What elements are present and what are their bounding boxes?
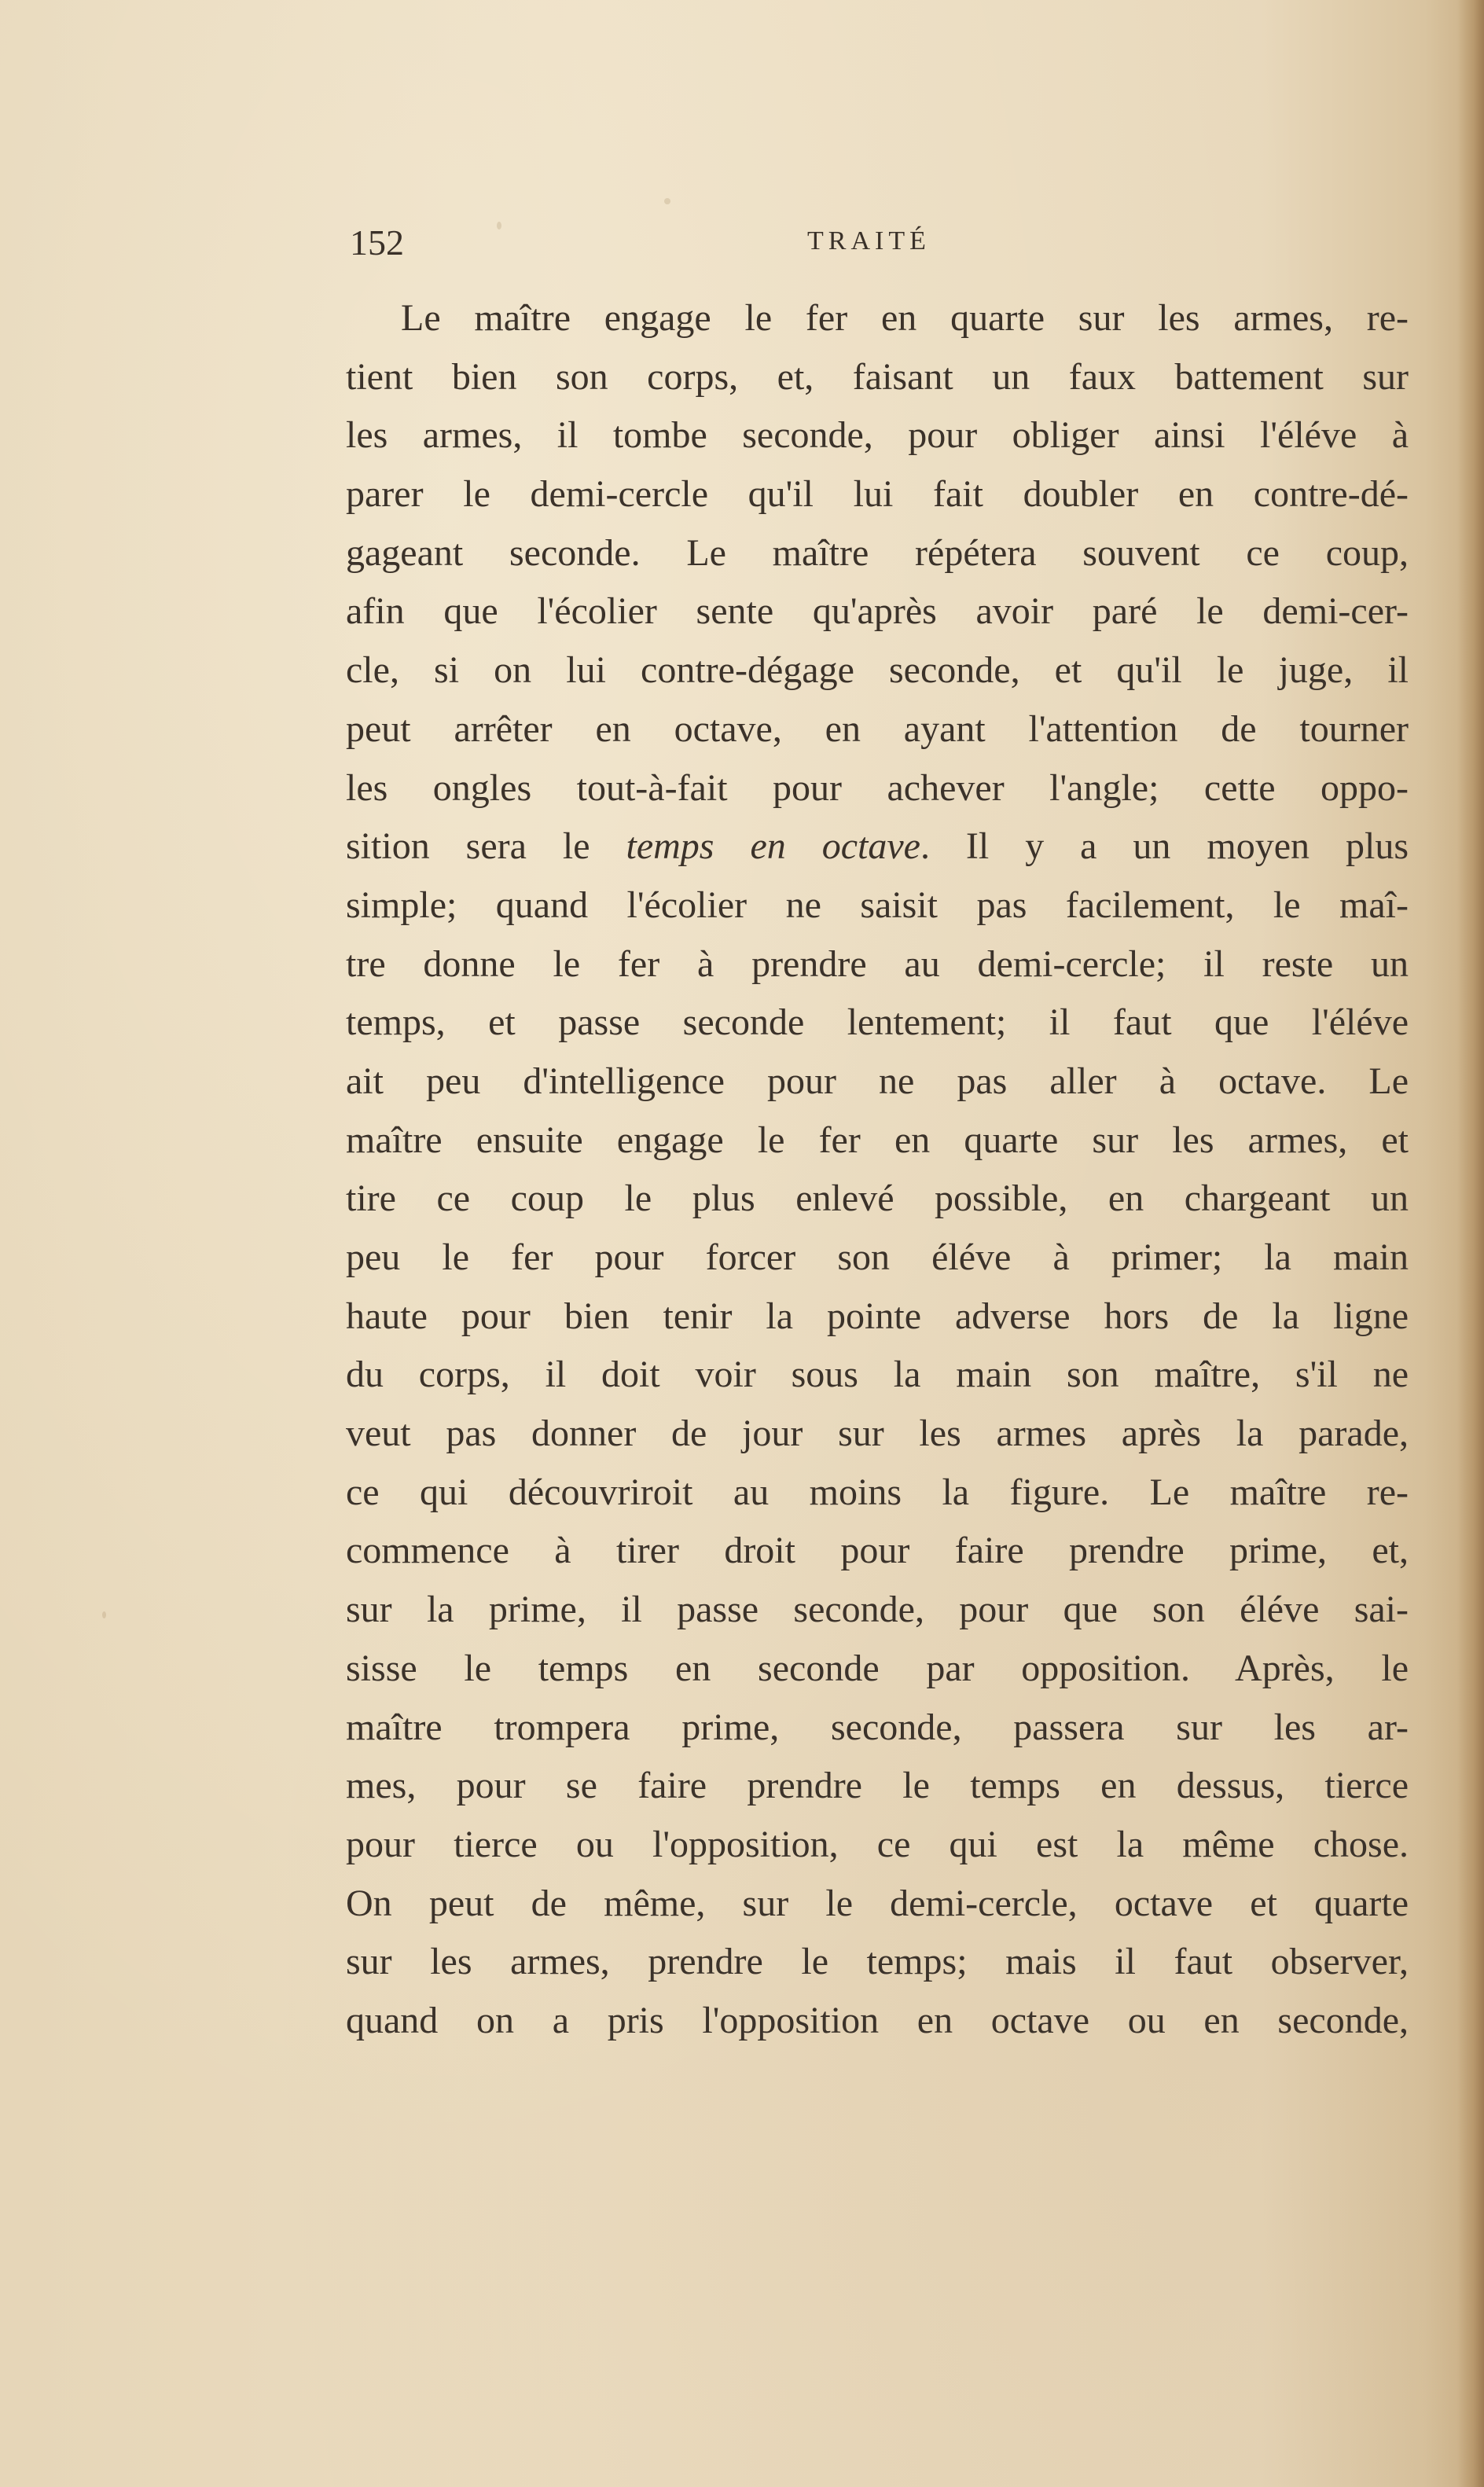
text-line-start: sition sera le xyxy=(346,825,590,868)
text-line: sur la prime, il passe seconde, pour que son éléve sai- xyxy=(346,1589,1409,1631)
text-line: ait peu d'intelligence pour ne pas aller à octave. Le xyxy=(346,1060,1409,1102)
text-line: tre donne le fer à prendre au demi-cercle; il reste un xyxy=(346,942,1409,985)
running-head: TRAITÉ xyxy=(807,226,931,255)
text-line: sisse le temps en seconde par opposition. Après, le xyxy=(346,1647,1409,1689)
foxing-spot xyxy=(664,198,670,204)
text-line: cle, si on lui contre-dégage seconde, et qu'il le juge, il xyxy=(346,649,1409,692)
text-line: parer le demi-cercle qu'il lui fait doubler en contre-dé- xyxy=(346,473,1409,516)
text-line: ce qui découvriroit au moins la figure. Le maître re- xyxy=(346,1471,1409,1513)
text-line: haute pour bien tenir la pointe adverse hors de la ligne xyxy=(346,1295,1409,1337)
text-line: sur les armes, prendre le temps; mais il faut observer, xyxy=(346,1941,1409,1983)
text-line: pour tierce ou l'opposition, ce qui est la même chose. xyxy=(346,1823,1409,1865)
text-line: du corps, il doit voir sous la main son maître, s'il ne xyxy=(346,1354,1409,1396)
text-line: tire ce coup le plus enlevé possible, en chargeant un xyxy=(346,1177,1409,1220)
page-header xyxy=(350,222,1411,269)
text-line-mixed xyxy=(346,817,1409,876)
text-line: quand on a pris l'opposition en octave ou en seconde, xyxy=(346,1999,1409,2041)
page-edge-shadow xyxy=(1457,0,1484,2487)
text-line: peu le fer pour forcer son éléve à primer; la main xyxy=(346,1236,1409,1278)
text-line: les ongles tout-à-fait pour achever l'angle; cette oppo- xyxy=(346,766,1409,809)
text-line: veut pas donner de jour sur les armes après la parade, xyxy=(346,1412,1409,1455)
text-line: temps, et passe seconde lentement; il faut que l'éléve xyxy=(346,1001,1409,1044)
text-line: On peut de même, sur le demi-cercle, octave et quarte xyxy=(346,1882,1409,1924)
text-line-end: . Il y a un moyen plus xyxy=(920,825,1409,868)
text-line: commence à tirer droit pour faire prendre prime, et, xyxy=(346,1530,1409,1572)
text-line: afin que l'écolier sente qu'après avoir paré le demi-cer- xyxy=(346,590,1409,633)
text-line: simple; quand l'écolier ne saisit pas facilement, le maî- xyxy=(346,883,1409,926)
text-line: mes, pour se faire prendre le temps en dessus, tierce xyxy=(346,1765,1409,1807)
page-number: 152 xyxy=(350,222,404,263)
text-line: maître trompera prime, seconde, passera sur les ar- xyxy=(346,1706,1409,1748)
text-line: les armes, il tombe seconde, pour obliger ainsi l'éléve à xyxy=(346,414,1409,457)
body-text xyxy=(346,289,1409,2051)
text-line: peut arrêter en octave, en ayant l'attention de tourner xyxy=(346,707,1409,750)
italic-phrase: temps en octave xyxy=(626,825,920,868)
text-line: Le maître engage le fer en quarte sur les armes, re- xyxy=(401,297,1409,339)
foxing-spot xyxy=(102,1611,106,1618)
text-line: gageant seconde. Le maître répétera souvent ce coup, xyxy=(346,531,1409,574)
text-line: maître ensuite engage le fer en quarte sur les armes, et xyxy=(346,1119,1409,1161)
text-line: tient bien son corps, et, faisant un faux battement sur xyxy=(346,355,1409,398)
